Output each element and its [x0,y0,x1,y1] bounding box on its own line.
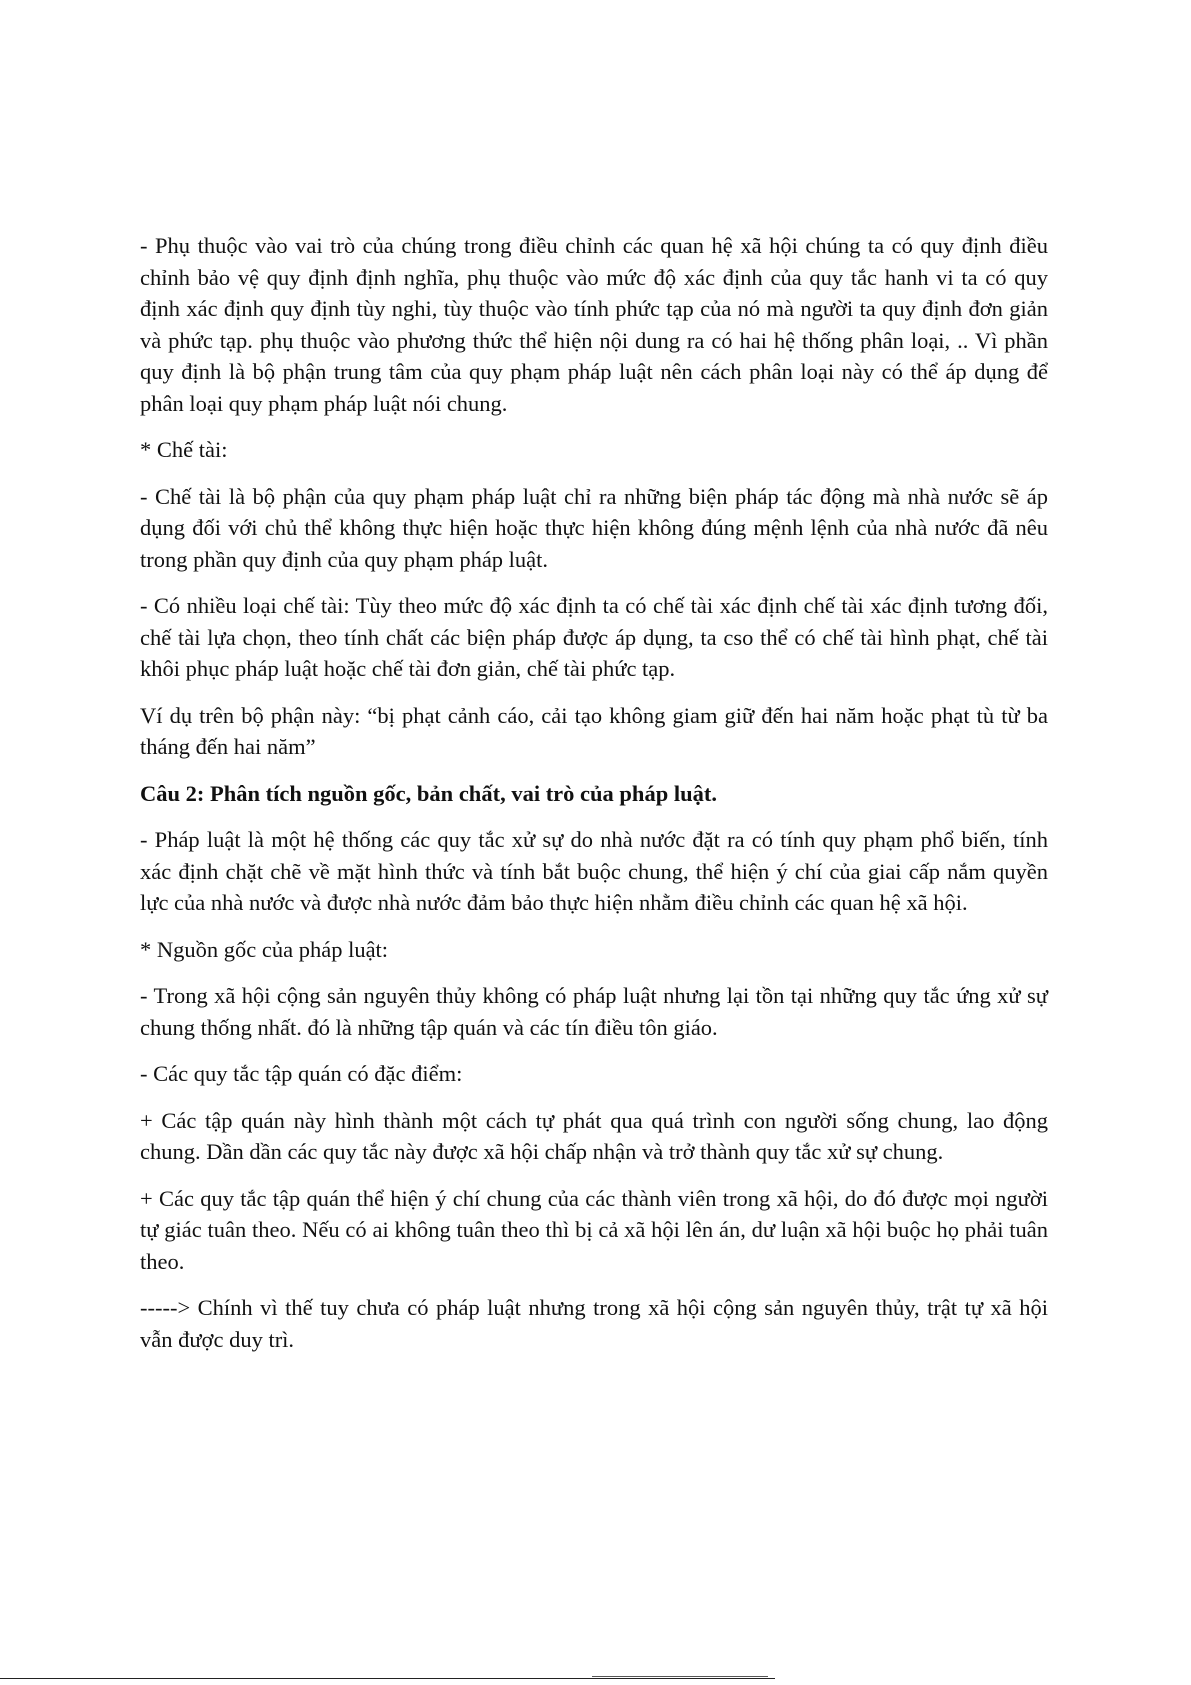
page-bottom-divider [0,1678,775,1679]
paragraph-custom-will: + Các quy tắc tập quán thể hiện ý chí chung của các thành viên trong xã hội, do đó được mọi người tự giác tuân theo. Nếu có ai không tuân theo thì bị cả xã hội lên án, dư luận xã hội buộc họ phải tuân theo. [140,1185,1048,1274]
paragraph-origin-title: * Nguồn gốc của pháp luật: [140,936,389,962]
paragraph-sanction-definition: - Chế tài là bộ phận của quy phạm pháp luật chỉ ra những biện pháp tác động mà nhà nước sẽ áp dụng đối với chủ thể không thực hiện hoặc thực hiện không đúng mệnh lệnh của nhà nước đã nêu trong phần quy định của quy phạm pháp luật. [140,483,1048,572]
paragraph-custom-features: - Các quy tắc tập quán có đặc điểm: [140,1061,463,1086]
paragraph-classification: - Phụ thuộc vào vai trò của chúng trong điều chỉnh các quan hệ xã hội chúng ta có quy định điều chỉnh bảo vệ quy định định nghĩa, phụ thuộc vào mức độ xác định của quy tắc hanh vi ta có quy định xác định quy định tùy nghi, tùy thuộc vào tính phức tạp của nó mà người ta quy định đơn giản và phức tạp. phụ thuộc vào phương thức thể hiện nội dung ra có hai hệ thống phân loại, .. Vì phần quy định là bộ phận trung tâm của quy phạm pháp luật nên cách phân loại này có thể áp dụng để phân loại quy phạm pháp luật nói chung. [140,233,1048,416]
paragraph-primitive-society: - Trong xã hội cộng sản nguyên thủy không có pháp luật nhưng lại tồn tại những quy tắc ứng xử sự chung thống nhất. đó là những tập quán và các tín điều tôn giáo. [140,983,1048,1040]
page-bottom-divider-accent [592,1676,768,1677]
paragraph-sanction-types: - Có nhiều loại chế tài: Tùy theo mức độ xác định ta có chế tài xác định chế tài xác định tương đối, chế tài lựa chọn, theo tính chất các biện pháp được áp dụng, ta cso thể có chế tài hình phạt, chế tài khôi phục pháp luật hoặc chế tài đơn giản, chế tài phức tạp. [140,593,1048,681]
paragraph-sanction-title: * Chế tài: [140,437,228,462]
paragraph-custom-formation: + Các tập quán này hình thành một cách tự phát qua quá trình con người sống chung, lao động chung. Dần dần các quy tắc này được xã hội chấp nhận và trở thành quy tắc xử sự chung. [140,1107,1048,1164]
paragraph-law-definition: - Pháp luật là một hệ thống các quy tắc xử sự do nhà nước đặt ra có tính quy phạm phổ biến, tính xác định chặt chẽ về mặt hình thức và tính bắt buộc chung, thể hiện ý chí của giai cấp nắm quyền lực của nhà nước và được nhà nước đảm bảo thực hiện nhằm điều chỉnh các quan hệ xã hội. [140,827,1048,915]
section-heading: Câu 2: Phân tích nguồn gốc, bản chất, vai trò của pháp luật. [140,780,717,806]
paragraph-conclusion: -----> Chính vì thế tuy chưa có pháp luật nhưng trong xã hội cộng sản nguyên thủy, trật tự xã hội vẫn được duy trì. [140,1295,1048,1352]
document-page [140,230,1048,1370]
paragraph-example: Ví dụ trên bộ phận này: “bị phạt cảnh cáo, cải tạo không giam giữ đến hai năm hoặc phạt tù từ ba tháng đến hai năm” [140,702,1048,759]
